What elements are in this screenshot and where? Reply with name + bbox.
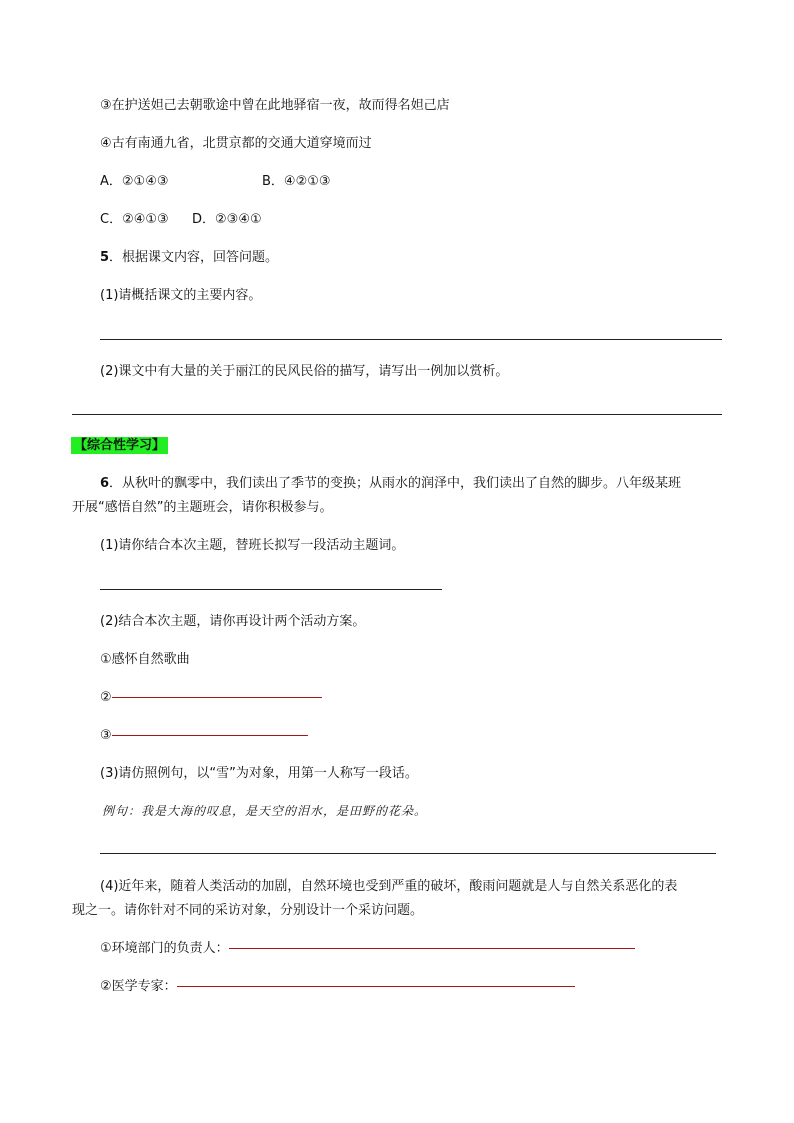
q6-interview-1: [100, 941, 635, 957]
q5-stem-text: ．根据课文内容，回答问题。: [109, 250, 279, 265]
q4-option-c: C．②④①③: [100, 212, 169, 227]
q4-option-a: A．②①④③: [100, 174, 169, 189]
q5-sub2-answer-line[interactable]: [72, 414, 722, 415]
q6-stem-text: ．从秋叶的飘零中，我们读出了季节的变换；从雨水的润泽中，我们读出了自然的脚步。八年级某班: [109, 476, 682, 491]
q5-stem: [100, 250, 278, 266]
q6-interview-2: [100, 979, 575, 995]
q6-interview-2-answer-line[interactable]: [177, 986, 575, 987]
q4-option-b: B．④②①③: [262, 174, 331, 189]
q6-sub1-answer-line[interactable]: [100, 589, 442, 590]
q6-interview-2-label: ②医学专家：: [100, 979, 177, 994]
q4-item-3: ③在护送妲己去朝歌途中曾在此地驿宿一夜，故而得名妲己店: [100, 98, 450, 113]
q5-sub1: (1)请概括课文的主要内容。: [100, 288, 262, 303]
q6-interview-1-label: ①环境部门的负责人：: [100, 941, 229, 956]
q6-sub3: (3)请仿照例句，以“雪”为对象，用第一人称写一段话。: [100, 766, 418, 781]
q6-example-sentence: 例句：我是大海的叹息，是天空的泪水，是田野的花朵。: [102, 804, 428, 818]
q6-plan-2-answer-line[interactable]: [112, 697, 322, 698]
q6-sub2: (2)结合本次主题，请你再设计两个活动方案。: [100, 614, 366, 629]
q6-sub3-answer-line[interactable]: [100, 853, 716, 854]
q6-sub4-line2: 现之一。请你针对不同的采访对象，分别设计一个采访问题。: [72, 903, 424, 918]
q6-stem-line1: [100, 476, 681, 492]
q4-item-4: ④古有南通九省，北贯京都的交通大道穿境而过: [100, 136, 372, 151]
q6-number: 6: [100, 476, 110, 491]
q6-interview-1-answer-line[interactable]: [229, 948, 635, 949]
q6-plan-1: ①感怀自然歌曲: [100, 652, 190, 667]
q6-stem-line2: 开展“感悟自然”的主题班会，请你积极参与。: [72, 500, 333, 515]
q6-plan-3-answer-line[interactable]: [112, 735, 308, 736]
q5-sub1-answer-line[interactable]: [100, 339, 722, 340]
q5-sub2: (2)课文中有大量的关于丽江的民风民俗的描写，请写出一例加以赏析。: [100, 364, 509, 379]
q5-number: 5: [100, 250, 110, 265]
q6-sub1: (1)请你结合本次主题，替班长拟写一段活动主题词。: [100, 538, 405, 553]
q6-sub4-line1: (4)近年来，随着人类活动的加剧，自然环境也受到严重的破坏，酸雨问题就是人与自然关系恶化的表: [100, 879, 678, 894]
section-tag: 【综合性学习】: [71, 437, 168, 454]
q6-plan-3: [100, 728, 308, 744]
q6-plan-3-label: ③: [100, 728, 112, 743]
q6-plan-2: [100, 690, 322, 706]
q4-option-d: D．②③④①: [192, 212, 262, 227]
q6-plan-2-label: ②: [100, 690, 112, 705]
